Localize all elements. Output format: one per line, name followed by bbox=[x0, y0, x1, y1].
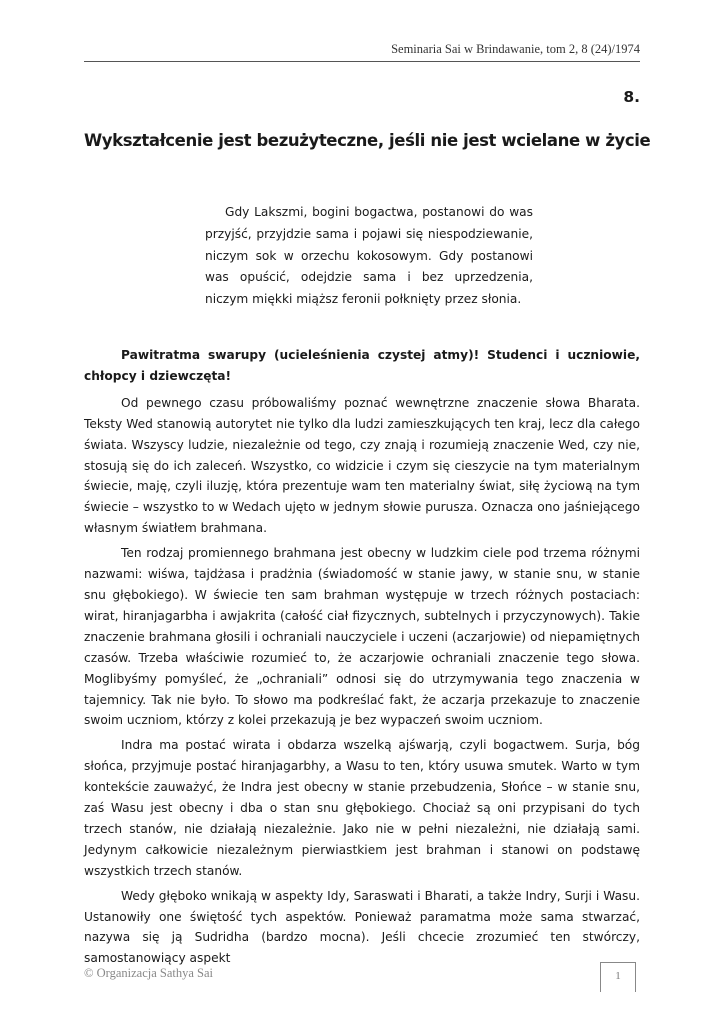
body-paragraph: Ten rodzaj promiennego brahmana jest obecny w ludzkim ciele pod trzema różnymi nazwami: wiśwa, tajdżasa i pradżnia (świadomość w stanie jawy, w stanie snu, w stanie snu głębokiego). W świecie ten sam brahman występuje w trzech różnych postaciach: wirat, hiranjagarbha i awjakrita (całość ciał fizycznych, subtelnych i przyczynowych). Takie znaczenie brahmana głosili i ochraniali nauczyciele i uczeni (aczarjowie) od niepamiętnych czasów. Trzeba właściwie rozumieć to, że aczarjowie ochraniali znaczenie tego słowa. Moglibyśmy pomyśleć, że „ochraniali” odnosi się do utrzymywania tego znaczenia w tajemnicy. Tak nie było. To słowo ma podkreślać fakt, że aczarja przekazuje to znaczenie swoim uczniom, którzy z kolei przekazują je bez wypaczeń swoim uczniom. bbox=[84, 546, 640, 728]
greeting-paragraph: Pawitratma swarupy (ucieleśnienia czystej atmy)! Studenci i uczniowie, chłopcy i dziewczęta! bbox=[84, 348, 640, 383]
body-paragraph: Indra ma postać wirata i obdarza wszelką ajśwarją, czyli bogactwem. Surja, bóg słońca, przyjmuje postać hiranjagarbhy, a Wasu to ten, który usuwa smutek. Warto w tym kontekście zauważyć, że Indra jest obecny w stanie przebudzenia, Słońce – w stanie snu, zaś Wasu jest obecny i dba o stan snu głębokiego. Chociaż są oni przypisani do tych trzech stanów, nie działają niezależnie. Jako nie w pełni niezależni, nie działają sami. Jedynym całkowicie niezależnym pierwiastkiem jest brahman i stanowi on podstawę wszystkich trzech stanów. bbox=[84, 738, 640, 878]
footer-copyright: © Organizacja Sathya Sai bbox=[84, 966, 214, 980]
chapter-number: 8. bbox=[623, 88, 640, 106]
page-number: 1 bbox=[600, 962, 636, 992]
body-paragraph: Od pewnego czasu próbowaliśmy poznać wewnętrzne znaczenie słowa Bharata. Teksty Wed stanowią autorytet nie tylko dla ludzi zamieszkujących ten kraj, lecz dla całego świata. Wszyscy ludzie, niezależnie od tego, czy znają i rozumieją znaczenie Wed, czy nie, stosują się do ich zaleceń. Wszystko, co widzicie i czym się cieszycie na tym materialnym świecie, maję, czyli iluzję, która prezentuje wam ten materialny świat, siłę życiową na tym świecie – wszystko to w Wedach ujęto w jednym słowie purusza. Oznacza ono jaśniejącego własnym światłem brahmana. bbox=[84, 395, 640, 536]
header-divider bbox=[84, 61, 640, 62]
running-header: Seminaria Sai w Brindawanie, tom 2, 8 (24)/1974 bbox=[391, 42, 640, 56]
epigraph-quote: Gdy Lakszmi, bogini bogactwa, postanowi do was przyjść, przyjdzie sama i pojawi się niespodziewanie, niczym sok w orzechu kokosowym. Gdy postanowi was opuścić, odejdzie sama i bez uprzedzenia, niczym miękki miąższ feronii połknięty przez słonia. bbox=[205, 205, 533, 307]
body-paragraph: Wedy głęboko wnikają w aspekty Idy, Saraswati i Bharati, a także Indry, Surji i Wasu. Ustanowiły one świętość tych aspektów. Ponieważ paramatma może sama stwarzać, nazywa się ją Sudridha (bardzo mocna). Jeśli chcecie zrozumieć ten stwórczy, samostanowiący aspekt bbox=[84, 888, 640, 966]
body-text bbox=[84, 345, 640, 973]
chapter-title: Wykształcenie jest bezużyteczne, jeśli nie jest wcielane w życie bbox=[84, 131, 651, 150]
